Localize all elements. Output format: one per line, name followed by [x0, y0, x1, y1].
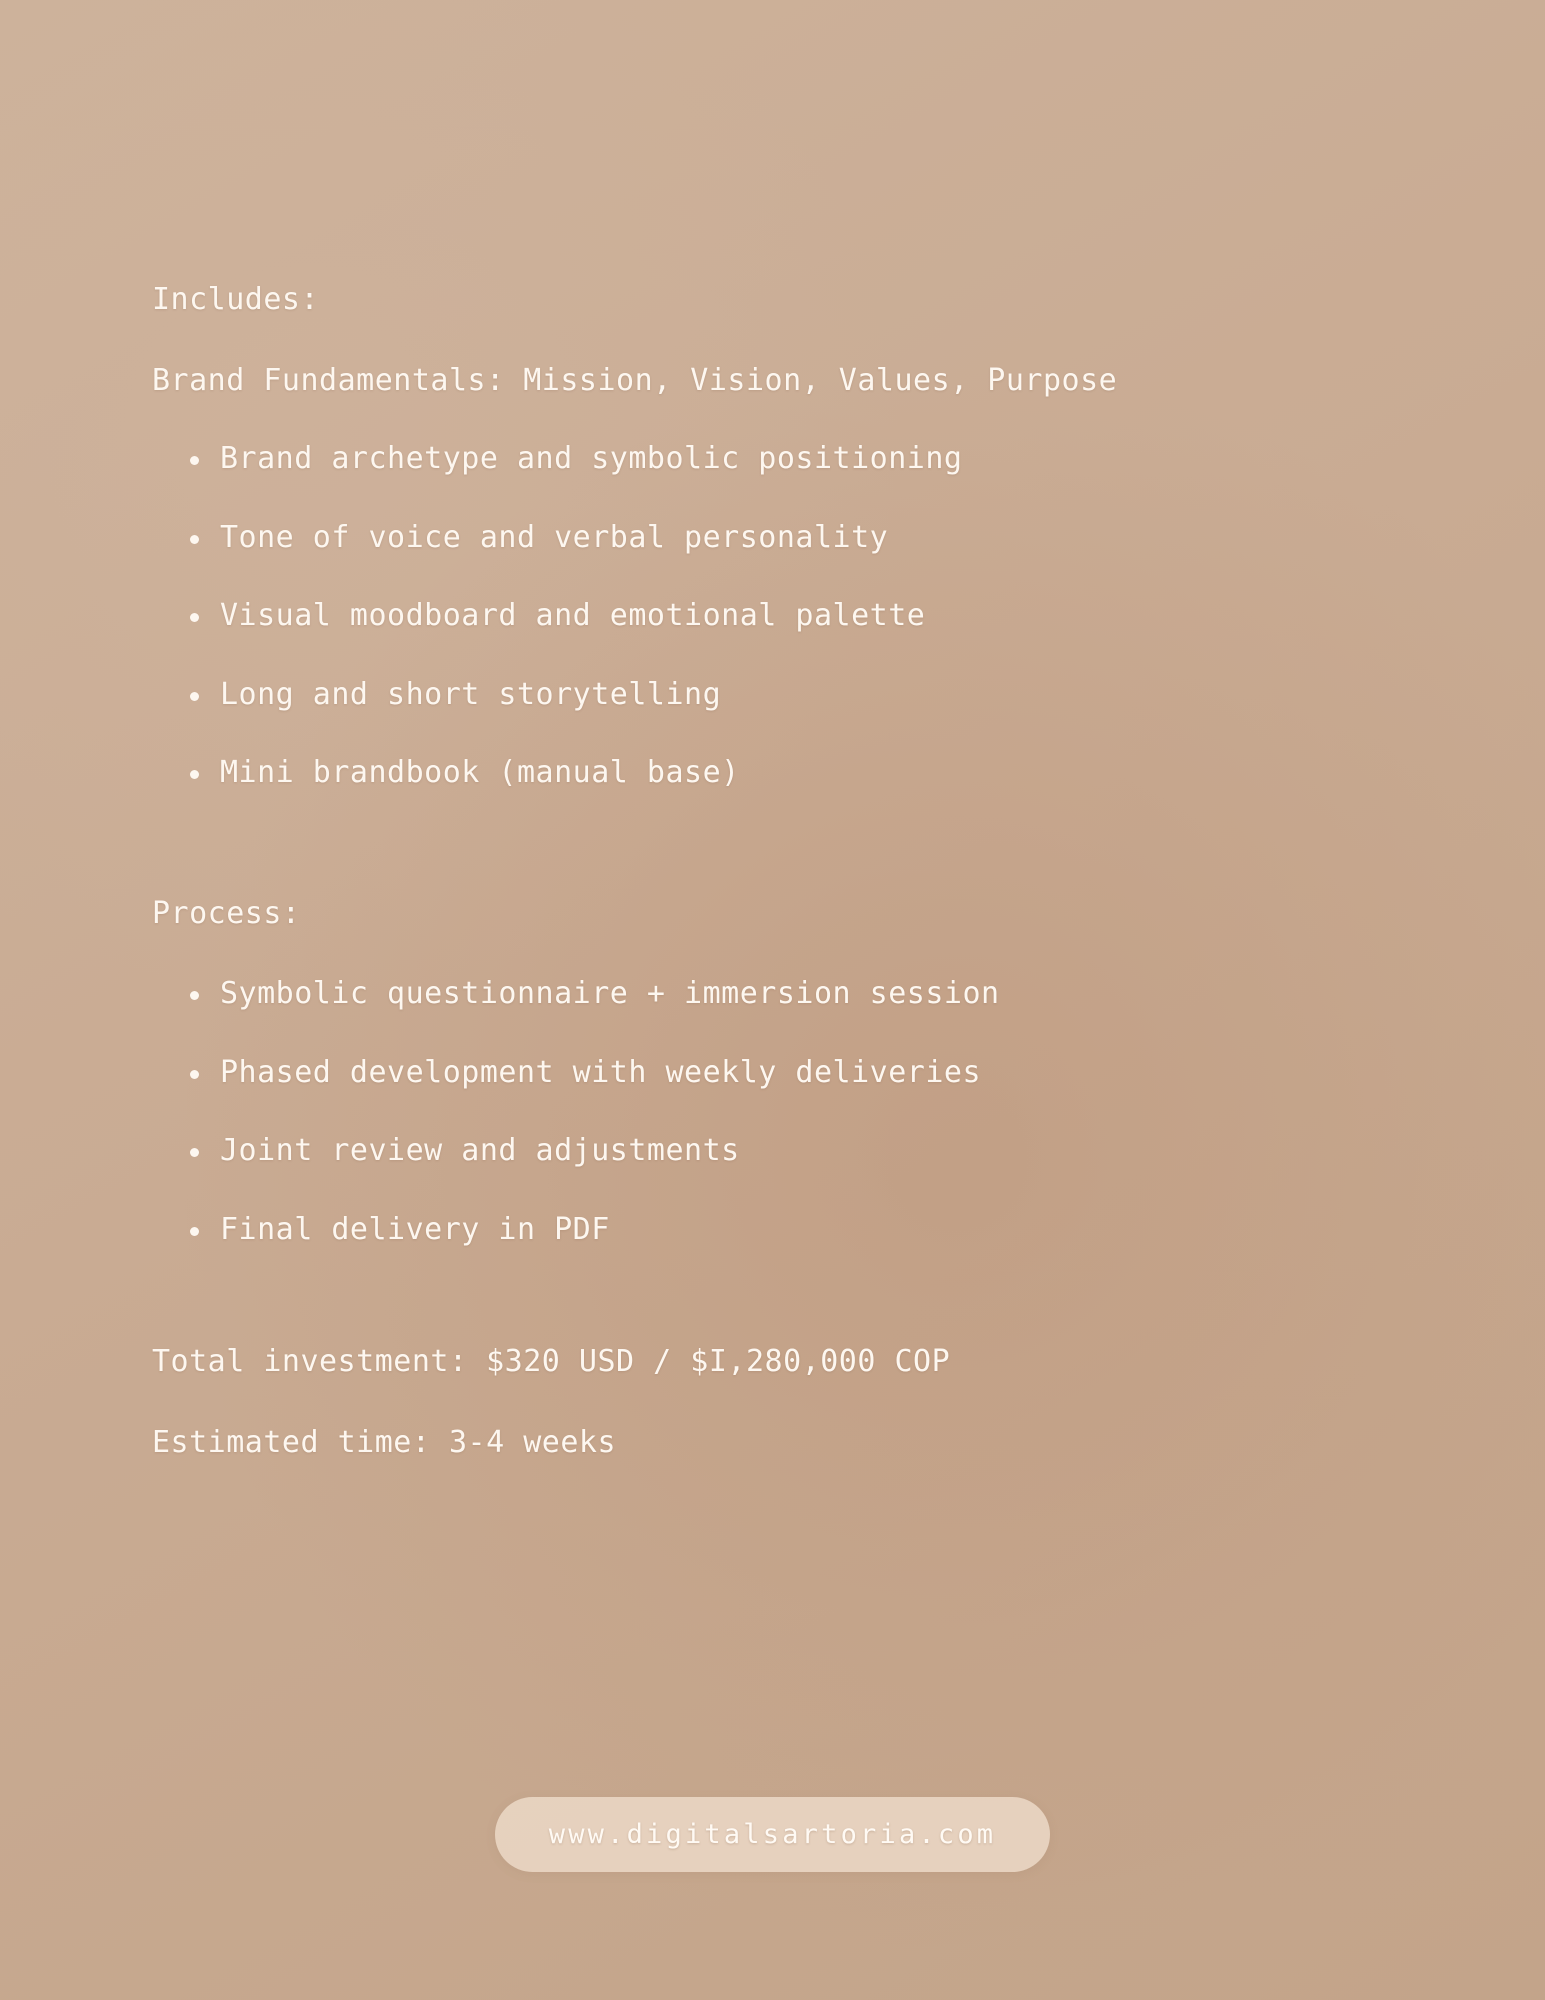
list-item: Symbolic questionnaire + immersion session	[152, 974, 1352, 1015]
section-spacer	[152, 832, 1352, 894]
totals-section	[152, 1342, 1352, 1463]
list-item: Visual moodboard and emotional palette	[152, 596, 1352, 637]
process-list	[152, 974, 1352, 1250]
brand-fundamentals-line: Brand Fundamentals: Mission, Vision, Values, Purpose	[152, 362, 1118, 398]
total-investment: Total investment: $320 USD / $I,280,000 COP	[152, 1344, 951, 1379]
document-content	[152, 280, 1352, 1503]
process-section	[152, 894, 1352, 1251]
estimated-time: Estimated time: 3-4 weeks	[152, 1424, 617, 1460]
section-spacer	[152, 1288, 1352, 1342]
website-url-pill[interactable]: www.digitalsartoria.com	[495, 1797, 1050, 1872]
process-heading: Process:	[152, 895, 301, 931]
list-item: Tone of voice and verbal personality	[152, 518, 1352, 559]
includes-list	[152, 439, 1352, 794]
list-item: Phased development with weekly deliveries	[152, 1053, 1352, 1094]
list-item: Mini brandbook (manual base)	[152, 753, 1352, 794]
includes-section	[152, 280, 1352, 794]
includes-heading: Includes:	[152, 282, 320, 317]
footer	[0, 1797, 1545, 1872]
list-item: Long and short storytelling	[152, 675, 1352, 716]
list-item: Final delivery in PDF	[152, 1210, 1352, 1251]
list-item: Brand archetype and symbolic positioning	[152, 439, 1352, 480]
list-item: Joint review and adjustments	[152, 1131, 1352, 1172]
